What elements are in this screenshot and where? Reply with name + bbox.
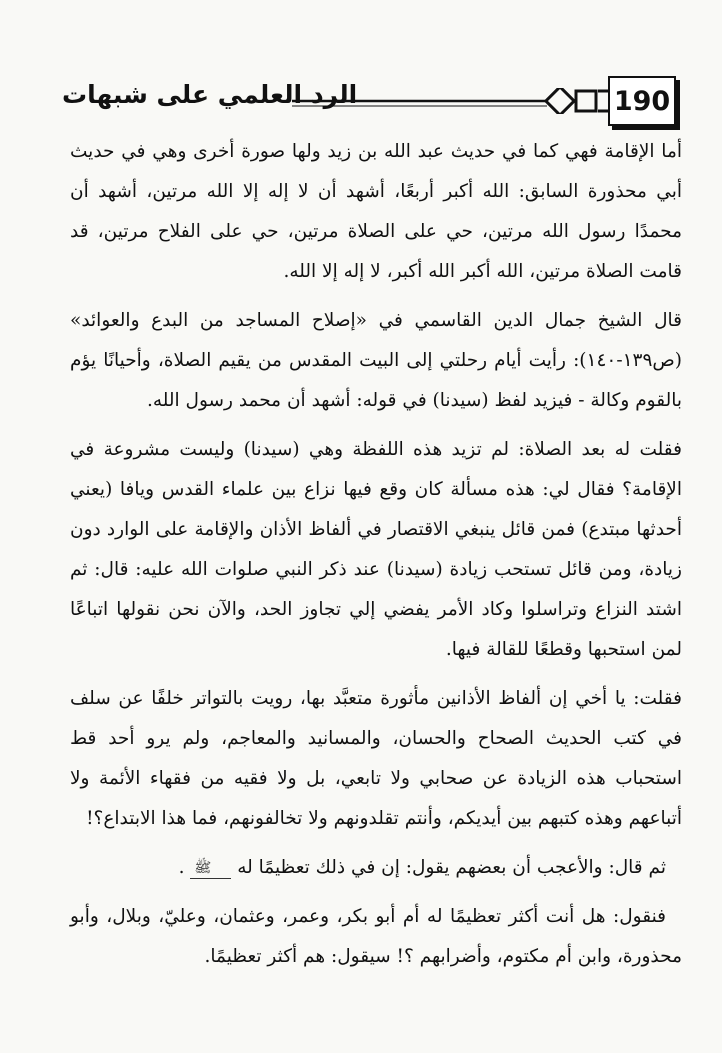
header-ornament-icon bbox=[292, 88, 622, 114]
paragraph-with-salutation bbox=[70, 848, 682, 888]
salutation-glyph: ﷺ bbox=[190, 858, 231, 879]
paragraph: قال الشيخ جمال الدين القاسمي في «إصلاح المساجد من البدع والعوائد» (ص١٣٩-١٤٠): رأيت أيام رحلتي إلى البيت المقدس من يقيم الصلاة، وأحيانًا يؤم بالقوم وكالة - فيزيد لفظ (سيدنا) في قوله: أشهد أن محمد رسول الله. bbox=[70, 310, 682, 411]
paragraph: فقلت: يا أخي إن ألفاظ الأذانين مأثورة متعبَّد بها، رويت بالتواتر خلفًا عن سلف في كتب الحديث الصحاح والحسان، والمسانيد والمعاجم، ولم يرو أحد قط استحباب هذه الزيادة عن صحابي ولا تابعي، بل ولا فقيه من فقهاء الأئمة ولا أتباعهم وهذه كتبهم بين أيديكم، وأنتم تقلدونهم ولا تخالفونهم، فما هذا الابتداع؟! bbox=[70, 688, 682, 829]
paragraph: فنقول: هل أنت أكثر تعظيمًا له أم أبو بكر، وعمر، وعثمان، وعليّ، وبلال، وأبو محذورة، وابن أم مكتوم، وأضرابهم ؟! سيقول: هم أكثر تعظيمًا. bbox=[70, 906, 682, 967]
page-number: 190 bbox=[608, 76, 676, 126]
paragraph: أما الإقامة فهي كما في حديث عبد الله بن زيد ولها صورة أخرى وهي في حديث أبي محذورة السابق: الله أكبر أربعًا، أشهد أن لا إله إلا الله مرتين، أشهد أن محمدًا رسول الله مرتين، حي على الصلاة مرتين، حي على الفلاح مرتين، قد قامت الصلاة مرتين، الله أكبر الله أكبر، لا إله إلا الله. bbox=[70, 141, 682, 282]
body-text bbox=[70, 132, 682, 986]
book-title: الرد العلمي على شبهات bbox=[62, 80, 358, 109]
paragraph: فقلت له بعد الصلاة: لم تزيد هذه اللفظة وهي (سيدنا) وليست مشروعة في الإقامة؟ فقال لي: هذه مسألة كان وقع فيها نزاع بين علماء القدس ويافا (يعني أحدثها مبتدع) فمن قائل ينبغي الاقتصار في ألفاظ الأذان والإقامة على الوارد دون زيادة، ومن قائل تستحب زيادة (سيدنا) عند ذكر النبي صلوات الله عليه: قال: ثم اشتد النزاع وتراسلوا وكاد الأمر يفضي إلي تجاوز الحد، والآن نحن نقولها اتباعًا لمن استحبها وقطعًا للقالة فيها. bbox=[70, 439, 682, 660]
period: . bbox=[178, 857, 185, 878]
paragraph-text: ثم قال: والأعجب أن بعضهم يقول: إن في ذلك تعظيمًا له bbox=[237, 857, 666, 878]
page-header bbox=[60, 70, 690, 128]
